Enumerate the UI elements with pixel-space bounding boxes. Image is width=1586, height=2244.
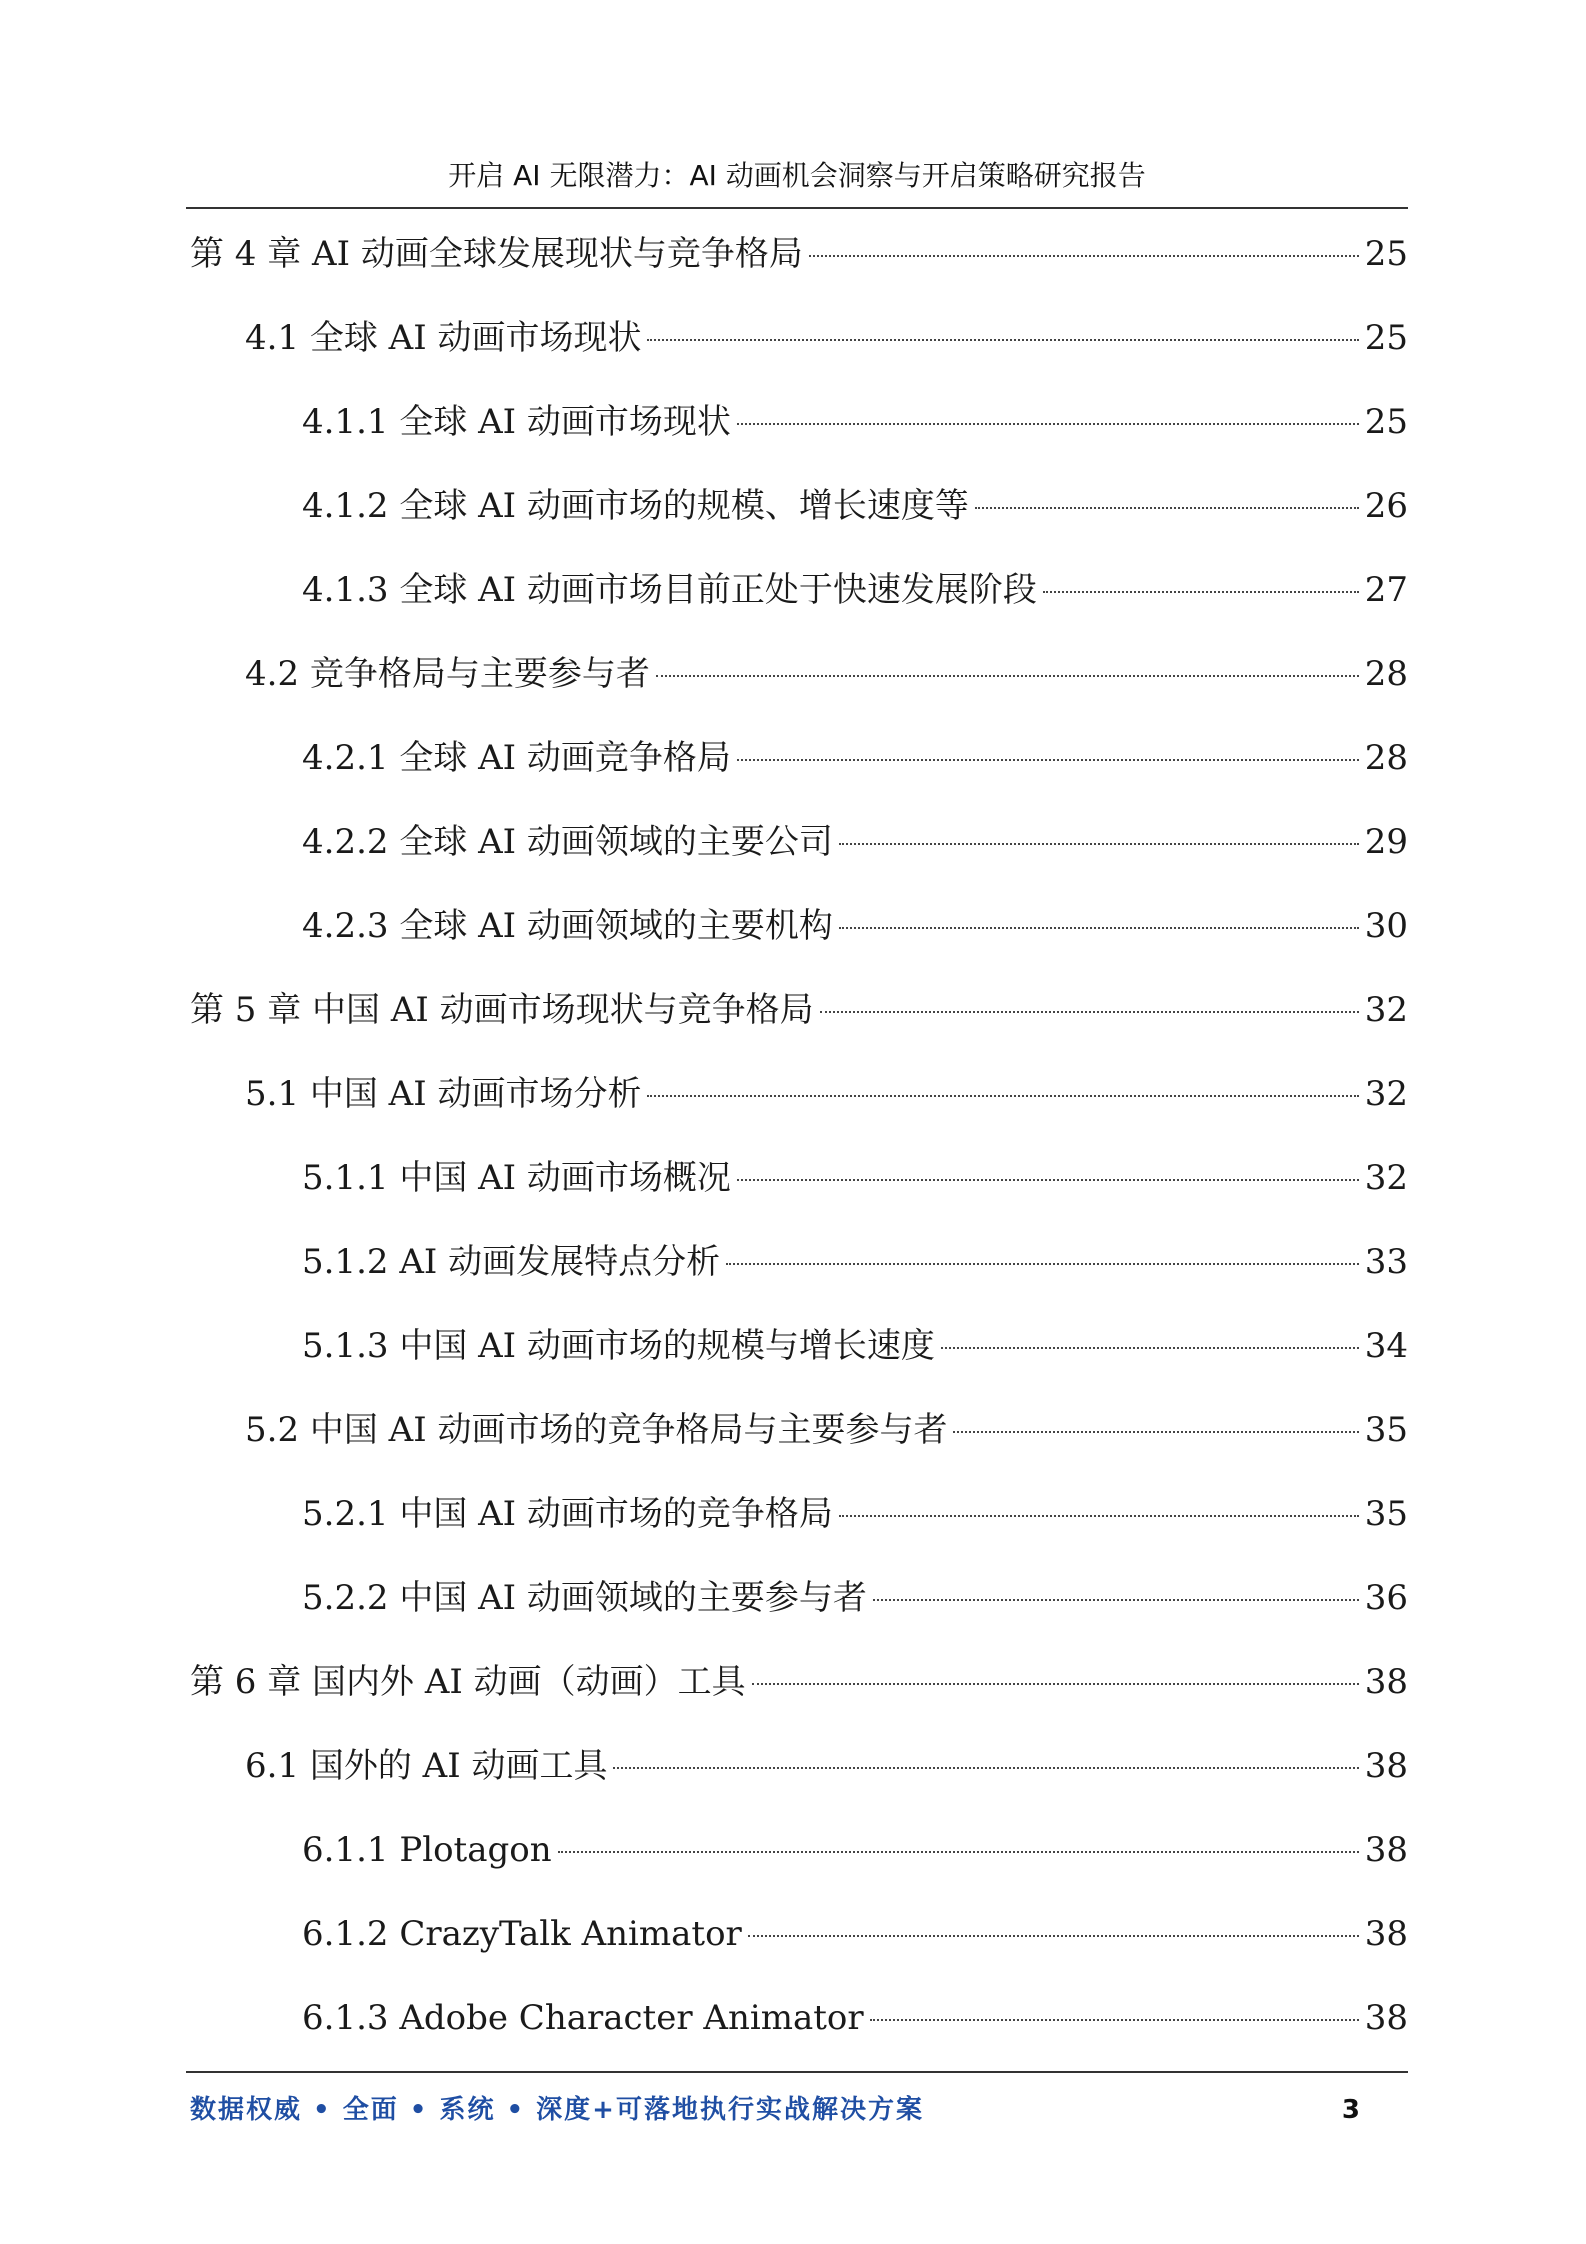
dot-leader bbox=[873, 1599, 1359, 1601]
toc-entry-5-1-1[interactable] bbox=[302, 1148, 1408, 1208]
toc-entry-page: 25 bbox=[1364, 318, 1408, 358]
toc-entry-6-1-1[interactable] bbox=[302, 1820, 1408, 1880]
dot-leader bbox=[613, 1767, 1358, 1769]
dot-leader bbox=[647, 339, 1358, 341]
header-divider bbox=[186, 207, 1408, 209]
toc-entry-page: 38 bbox=[1364, 1662, 1408, 1702]
dot-leader bbox=[647, 1095, 1358, 1097]
dot-leader bbox=[870, 2019, 1359, 2021]
footer-page-number: 3 bbox=[1341, 2095, 1360, 2125]
toc-entry-title: 第 6 章 国内外 AI 动画（动画）工具 bbox=[190, 1662, 746, 1702]
toc-entry-page: 27 bbox=[1364, 570, 1408, 610]
toc-entry-title: 4.2.2 全球 AI 动画领域的主要公司 bbox=[302, 822, 833, 862]
toc-entry-title: 5.2.1 中国 AI 动画市场的竞争格局 bbox=[302, 1494, 833, 1534]
dot-leader bbox=[820, 1011, 1359, 1013]
toc-entry-5-2[interactable] bbox=[245, 1400, 1408, 1460]
dot-leader bbox=[656, 675, 1359, 677]
toc-entry-title: 4.1.3 全球 AI 动画市场目前正处于快速发展阶段 bbox=[302, 570, 1037, 610]
toc-entry-title: 5.1.2 AI 动画发展特点分析 bbox=[302, 1242, 721, 1282]
toc-entry-6-1-3[interactable] bbox=[302, 1988, 1408, 2048]
toc-entry-page: 38 bbox=[1364, 1746, 1408, 1786]
toc-entry-page: 35 bbox=[1364, 1410, 1408, 1450]
dot-leader bbox=[839, 843, 1359, 845]
toc-entry-title: 5.1.3 中国 AI 动画市场的规模与增长速度 bbox=[302, 1326, 935, 1366]
toc-entry-page: 29 bbox=[1364, 822, 1408, 862]
toc-entry-title: 6.1.1 Plotagon bbox=[302, 1830, 552, 1870]
toc-entry-page: 33 bbox=[1364, 1242, 1408, 1282]
toc-entry-page: 38 bbox=[1364, 1830, 1408, 1870]
dot-leader bbox=[558, 1851, 1359, 1853]
toc-entry-4-2-2[interactable] bbox=[302, 812, 1408, 872]
toc-entry-title: 5.1 中国 AI 动画市场分析 bbox=[245, 1074, 642, 1114]
toc-entry-title: 4.2 竞争格局与主要参与者 bbox=[245, 654, 650, 694]
toc-entry-page: 35 bbox=[1364, 1494, 1408, 1534]
toc-entry-title: 第 5 章 中国 AI 动画市场现状与竞争格局 bbox=[190, 990, 814, 1030]
toc-entry-6-1[interactable] bbox=[245, 1736, 1408, 1796]
toc-entry-page: 26 bbox=[1364, 486, 1408, 526]
toc-entry-page: 32 bbox=[1364, 990, 1408, 1030]
toc-entry-title: 4.1.1 全球 AI 动画市场现状 bbox=[302, 402, 731, 442]
dot-leader bbox=[953, 1431, 1358, 1433]
toc-entry-ch5[interactable] bbox=[190, 980, 1408, 1040]
toc-entry-4-1[interactable] bbox=[245, 308, 1408, 368]
toc-entry-6-1-2[interactable] bbox=[302, 1904, 1408, 1964]
dot-leader bbox=[737, 1179, 1359, 1181]
toc-entry-ch6[interactable] bbox=[190, 1652, 1408, 1712]
dot-leader bbox=[752, 1683, 1359, 1685]
dot-leader bbox=[809, 255, 1359, 257]
toc-entry-title: 4.1 全球 AI 动画市场现状 bbox=[245, 318, 642, 358]
toc-entry-title: 6.1 国外的 AI 动画工具 bbox=[245, 1746, 608, 1786]
toc-entry-4-1-1[interactable] bbox=[302, 392, 1408, 452]
footer-slogan: 数据权威 • 全面 • 系统 • 深度+可落地执行实战解决方案 bbox=[190, 2095, 924, 2125]
toc-entry-title: 5.1.1 中国 AI 动画市场概况 bbox=[302, 1158, 731, 1198]
toc-entry-4-2[interactable] bbox=[245, 644, 1408, 704]
toc-entry-4-2-3[interactable] bbox=[302, 896, 1408, 956]
dot-leader bbox=[737, 759, 1359, 761]
toc-entry-4-2-1[interactable] bbox=[302, 728, 1408, 788]
page-header-title: 开启 AI 无限潜力：AI 动画机会洞察与开启策略研究报告 bbox=[448, 159, 1146, 192]
dot-leader bbox=[975, 507, 1359, 509]
dot-leader bbox=[839, 927, 1359, 929]
footer-divider bbox=[186, 2071, 1408, 2073]
dot-leader bbox=[726, 1263, 1359, 1265]
toc-entry-page: 28 bbox=[1364, 654, 1408, 694]
dot-leader bbox=[1043, 591, 1359, 593]
toc-entry-5-1[interactable] bbox=[245, 1064, 1408, 1124]
toc-entry-page: 38 bbox=[1364, 1998, 1408, 2038]
toc-entry-ch4[interactable] bbox=[190, 224, 1408, 284]
toc-entry-4-1-3[interactable] bbox=[302, 560, 1408, 620]
toc-entry-title: 第 4 章 AI 动画全球发展现状与竞争格局 bbox=[190, 234, 803, 274]
toc-entry-title: 5.2.2 中国 AI 动画领域的主要参与者 bbox=[302, 1578, 867, 1618]
toc-entry-title: 4.1.2 全球 AI 动画市场的规模、增长速度等 bbox=[302, 486, 969, 526]
toc-entry-title: 6.1.3 Adobe Character Animator bbox=[302, 1998, 864, 2038]
toc-entry-page: 30 bbox=[1364, 906, 1408, 946]
toc-entry-4-1-2[interactable] bbox=[302, 476, 1408, 536]
dot-leader bbox=[941, 1347, 1359, 1349]
toc-entry-page: 34 bbox=[1364, 1326, 1408, 1366]
toc-entry-title: 4.2.1 全球 AI 动画竞争格局 bbox=[302, 738, 731, 778]
toc-entry-title: 4.2.3 全球 AI 动画领域的主要机构 bbox=[302, 906, 833, 946]
toc-entry-page: 25 bbox=[1364, 234, 1408, 274]
toc-entry-5-2-2[interactable] bbox=[302, 1568, 1408, 1628]
toc-entry-page: 36 bbox=[1364, 1578, 1408, 1618]
toc-entry-title: 5.2 中国 AI 动画市场的竞争格局与主要参与者 bbox=[245, 1410, 948, 1450]
dot-leader bbox=[748, 1935, 1359, 1937]
toc-entry-page: 38 bbox=[1364, 1914, 1408, 1954]
toc-entry-5-1-3[interactable] bbox=[302, 1316, 1408, 1376]
toc-entry-5-1-2[interactable] bbox=[302, 1232, 1408, 1292]
toc-entry-page: 32 bbox=[1364, 1158, 1408, 1198]
toc-entry-page: 32 bbox=[1364, 1074, 1408, 1114]
toc-entry-5-2-1[interactable] bbox=[302, 1484, 1408, 1544]
toc-entry-page: 28 bbox=[1364, 738, 1408, 778]
toc-entry-title: 6.1.2 CrazyTalk Animator bbox=[302, 1914, 742, 1954]
dot-leader bbox=[839, 1515, 1359, 1517]
dot-leader bbox=[737, 423, 1359, 425]
toc-entry-page: 25 bbox=[1364, 402, 1408, 442]
